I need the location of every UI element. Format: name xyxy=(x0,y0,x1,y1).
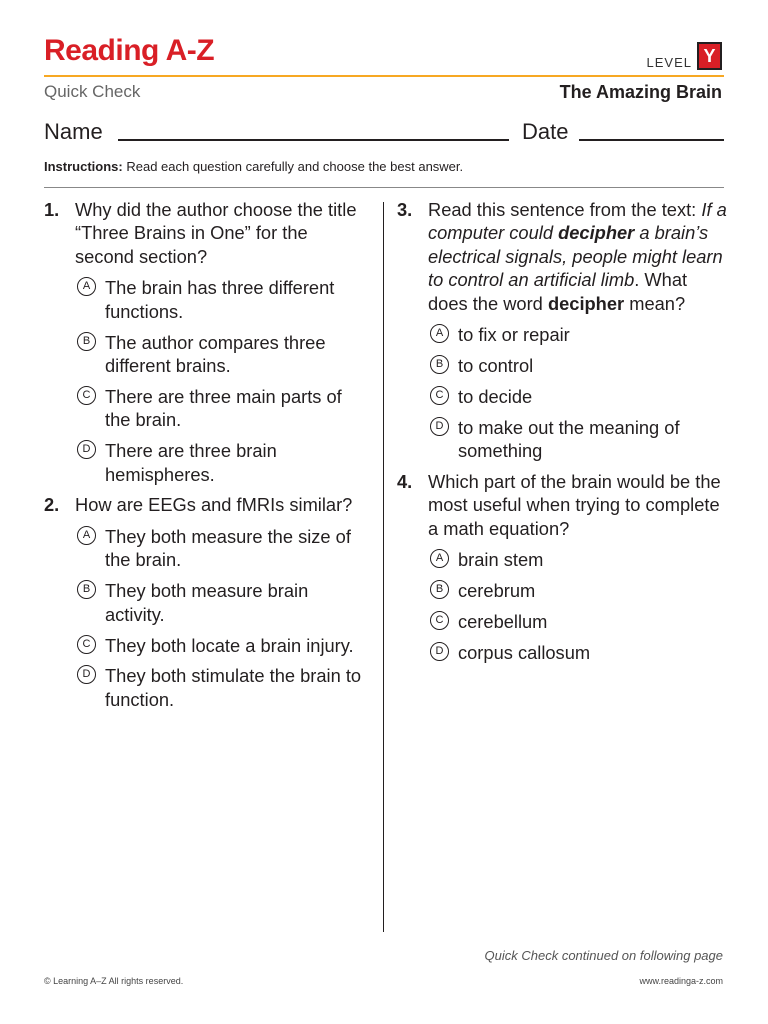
answer-options xyxy=(428,548,727,664)
right-column xyxy=(397,198,727,672)
answer-text: to decide xyxy=(458,385,533,407)
date-label: Date xyxy=(522,119,569,144)
answer-text: They both locate a brain injury. xyxy=(105,634,354,656)
answer-text: They both stimulate the brain to function. xyxy=(105,665,362,710)
answer-option[interactable] xyxy=(75,525,370,572)
answer-option[interactable] xyxy=(428,385,727,408)
answer-option[interactable] xyxy=(75,634,370,657)
answer-option[interactable] xyxy=(428,579,727,602)
answer-text: to make out the meaning of something xyxy=(458,416,680,462)
name-field-line[interactable] xyxy=(118,139,509,141)
header-rule xyxy=(44,75,724,77)
answer-options xyxy=(75,525,370,711)
answer-text: They both measure the size of the brain. xyxy=(105,525,351,571)
date-field-line[interactable] xyxy=(579,139,724,141)
book-title: The Amazing Brain xyxy=(559,82,722,102)
question-4 xyxy=(397,470,727,664)
question-text: Which part of the brain would be the most useful when trying to complete a math equation? xyxy=(428,471,721,539)
question-text xyxy=(428,198,727,315)
answer-bubble-icon[interactable]: C xyxy=(77,635,96,654)
answer-bubble-icon[interactable]: A xyxy=(77,277,96,296)
answer-text: There are three main parts of the brain. xyxy=(105,385,342,431)
answer-text: The brain has three different functions. xyxy=(105,277,335,322)
question-number: 3. xyxy=(397,199,413,220)
answer-options xyxy=(428,323,727,463)
question-text: How are EEGs and fMRIs similar? xyxy=(75,494,353,516)
answer-option[interactable] xyxy=(428,354,727,377)
left-column xyxy=(44,198,370,719)
name-label: Name xyxy=(44,119,103,144)
answer-bubble-icon[interactable]: B xyxy=(430,355,449,374)
answer-option[interactable] xyxy=(75,439,370,486)
quote-part-b: a brain’s electrical signals, people might learn to control an artificial limb xyxy=(428,222,723,291)
answer-bubble-icon[interactable]: B xyxy=(77,332,96,351)
answer-option[interactable] xyxy=(428,323,727,346)
answer-text: cerebellum xyxy=(458,611,548,633)
question-number: 2. xyxy=(44,494,60,516)
answer-bubble-icon[interactable]: A xyxy=(430,324,449,343)
question-1 xyxy=(44,198,370,486)
answer-bubble-icon[interactable]: B xyxy=(77,580,96,599)
level-indicator xyxy=(647,42,722,70)
answer-text: corpus callosum xyxy=(458,642,591,663)
reading-az-logo: Reading A-Z xyxy=(44,34,215,67)
answer-text: They both measure brain activity. xyxy=(105,580,309,625)
question-number: 1. xyxy=(44,199,60,220)
answer-bubble-icon[interactable]: A xyxy=(77,526,96,545)
answer-text: to control xyxy=(458,354,534,376)
answer-option[interactable] xyxy=(428,416,727,463)
question-ask-b: mean? xyxy=(629,292,686,314)
answer-text: brain stem xyxy=(458,549,544,571)
page-subtitle: Quick Check xyxy=(44,82,141,101)
vocabulary-word: decipher xyxy=(558,222,635,244)
answer-text: There are three brain hemispheres. xyxy=(105,440,277,485)
answer-option[interactable] xyxy=(428,641,727,664)
instructions-prefix: Instructions: xyxy=(44,159,123,174)
level-badge: Y xyxy=(697,42,722,70)
answer-option[interactable] xyxy=(75,385,370,432)
question-2 xyxy=(44,493,370,711)
answer-option[interactable] xyxy=(75,579,370,626)
answer-bubble-icon[interactable]: D xyxy=(430,417,449,436)
answer-options xyxy=(75,276,370,486)
answer-bubble-icon[interactable]: D xyxy=(77,665,96,684)
copyright: © Learning A–Z All rights reserved. xyxy=(44,976,184,986)
answer-bubble-icon[interactable]: D xyxy=(430,642,449,661)
question-3 xyxy=(397,198,727,463)
answer-bubble-icon[interactable]: A xyxy=(430,549,449,568)
instructions-text: Read each question carefully and choose the best answer. xyxy=(126,159,464,174)
answer-option[interactable] xyxy=(428,548,727,571)
answer-option[interactable] xyxy=(75,331,370,378)
answer-text: to fix or repair xyxy=(458,324,570,346)
answer-bubble-icon[interactable]: C xyxy=(77,386,96,405)
vocabulary-word: decipher xyxy=(547,292,625,314)
answer-option[interactable] xyxy=(428,610,727,633)
answer-option[interactable] xyxy=(75,276,370,323)
answer-bubble-icon[interactable]: D xyxy=(77,440,96,459)
question-ask-a: . What does the word xyxy=(428,269,688,314)
answer-option[interactable] xyxy=(75,664,370,711)
answer-text: The author compares three different brains. xyxy=(105,331,326,376)
question-number: 4. xyxy=(397,471,413,493)
answer-text: cerebrum xyxy=(458,580,536,602)
instructions xyxy=(44,159,463,174)
website-url[interactable]: www.readinga-z.com xyxy=(639,976,723,986)
quote-part-a: If a computer could xyxy=(428,199,727,244)
question-text: Why did the author choose the title “Three Brains in One” for the second section? xyxy=(75,199,357,267)
answer-bubble-icon[interactable]: C xyxy=(430,611,449,630)
answer-bubble-icon[interactable]: B xyxy=(430,580,449,599)
answer-bubble-icon[interactable]: C xyxy=(430,386,449,405)
continued-note: Quick Check continued on following page xyxy=(484,948,723,963)
instructions-rule xyxy=(44,187,724,188)
column-divider xyxy=(383,202,384,932)
level-label: LEVEL xyxy=(646,55,692,70)
question-intro: Read this sentence from the text: xyxy=(428,199,697,220)
